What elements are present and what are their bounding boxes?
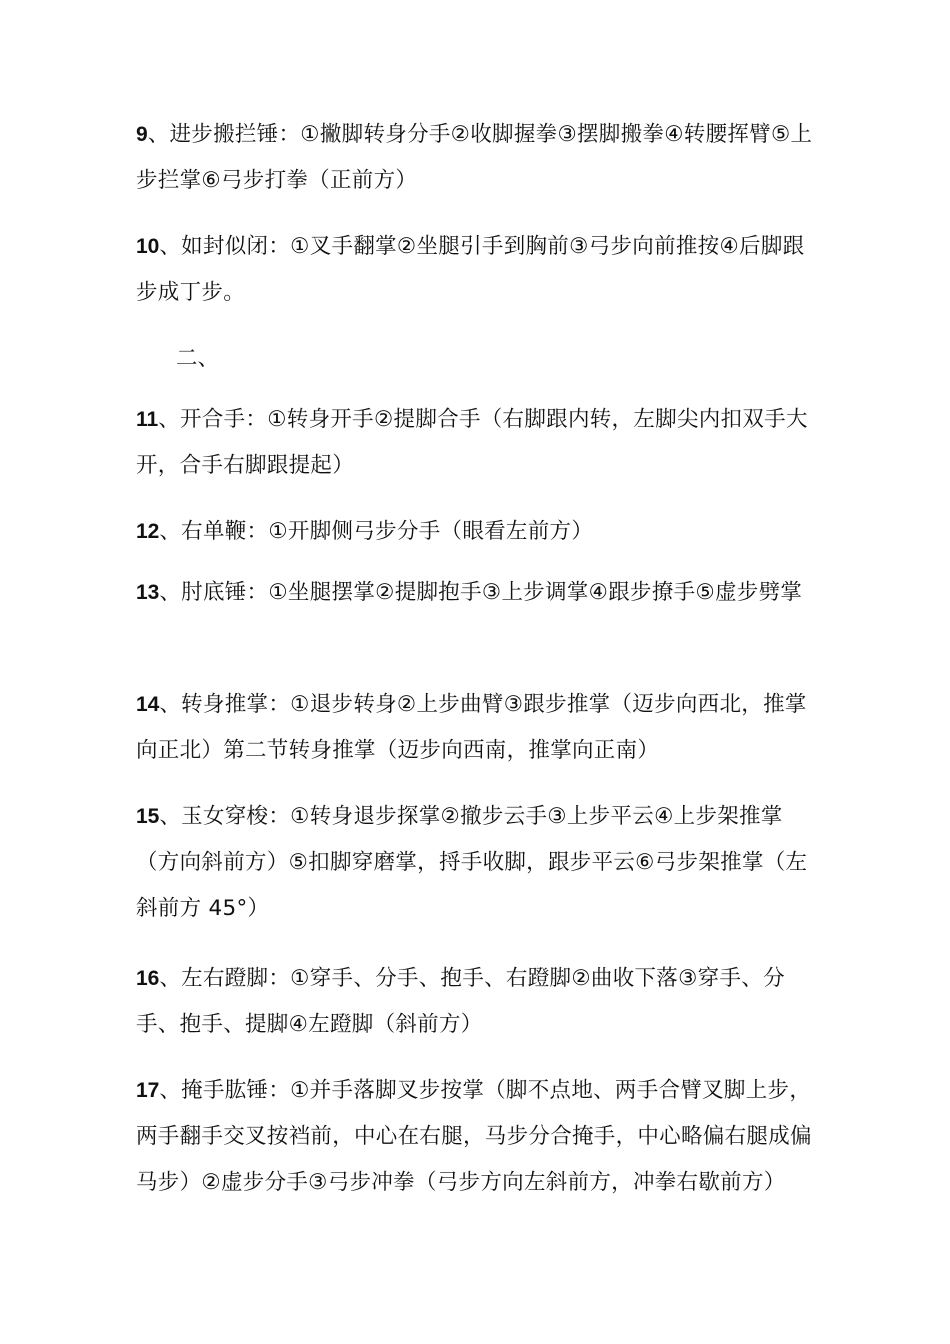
item-number: 11	[136, 408, 159, 431]
item-text: 、转身推掌：①退步转身②上步曲臂③跟步推掌（迈步向西北，推掌向正北）第二节转身推掌（迈步向西南，推掌向正南）	[136, 692, 807, 763]
item-text: 、玉女穿梭：①转身退步探掌②撤步云手③上步平云④上步架推掌（方向斜前方）⑤扣脚穿磨掌，捋手收脚，跟步平云⑥弓步架推掌（左斜前方 45°）	[136, 804, 808, 921]
item-number: 15	[136, 805, 160, 828]
item-number: 12	[136, 520, 160, 543]
item-text: 、掩手肱锤：①并手落脚叉步按掌（脚不点地、两手合臂叉脚上步，两手翻手交叉按裆前，中心在右腿，马步分合掩手，中心略偏右腿成偏马步）②虚步分手③弓步冲拳（弓步方向左斜前方，冲拳右歇前方）	[136, 1078, 812, 1195]
list-item	[136, 682, 826, 774]
item-number: 16	[136, 967, 160, 990]
list-item	[136, 1068, 826, 1206]
item-number: 9	[136, 123, 148, 146]
list-item	[136, 224, 826, 316]
item-number: 13	[136, 581, 160, 604]
list-item	[136, 956, 826, 1048]
item-text: 、肘底锤：①坐腿摆掌②提脚抱手③上步调掌④跟步撩手⑤虚步劈掌	[159, 580, 803, 605]
item-text: 、右单鞭：①开脚侧弓步分手（眼看左前方）	[159, 519, 594, 544]
item-number: 10	[136, 235, 160, 258]
list-item	[136, 112, 826, 204]
list-item	[136, 397, 826, 489]
list-item	[136, 794, 826, 932]
item-text: 、左右蹬脚：①穿手、分手、抱手、右蹬脚②曲收下落③穿手、分手、抱手、提脚④左蹬脚（斜前方）	[136, 966, 785, 1037]
item-text: 、进步搬拦锤：①撇脚转身分手②收脚握拳③摆脚搬拳④转腰挥臂⑤上步拦掌⑥弓步打拳（正前方）	[136, 122, 813, 193]
item-text: 、开合手：①转身开手②提脚合手（右脚跟内转，左脚尖内扣双手大开，合手右脚跟提起）	[136, 407, 808, 478]
item-text: 、如封似闭：①叉手翻掌②坐腿引手到胸前③弓步向前推按④后脚跟步成丁步。	[136, 234, 805, 305]
section-heading: 二、	[176, 346, 220, 371]
item-number: 14	[136, 693, 160, 716]
list-item	[136, 509, 826, 555]
item-number: 17	[136, 1079, 160, 1102]
list-item	[136, 570, 826, 616]
